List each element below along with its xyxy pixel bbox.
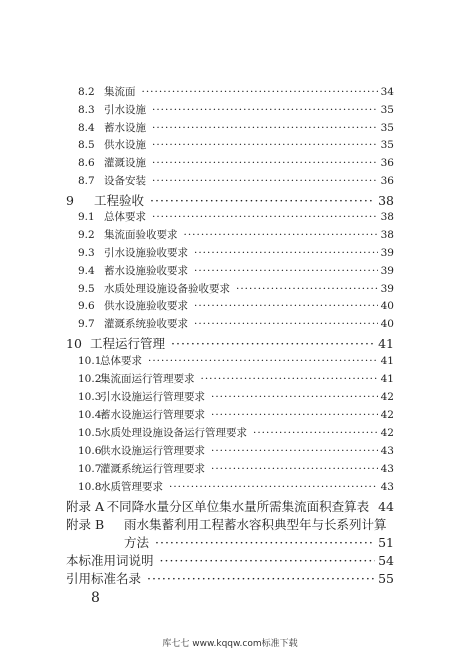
toc-entry-page: 40 <box>380 300 394 312</box>
toc-entry-number: 10.2 <box>78 373 102 385</box>
leader-dots <box>211 463 378 475</box>
toc-entry-number: 10.6 <box>78 445 102 457</box>
leader-dots <box>169 481 378 493</box>
toc-chapter-title: 工程验收 <box>94 193 145 208</box>
toc-entry-number: 8.5 <box>78 139 95 151</box>
toc-entry-title: 引水设施 <box>104 104 146 116</box>
toc-entry-page: 40 <box>380 318 394 330</box>
toc-entry-8-7 <box>78 173 394 188</box>
toc-entry-number: 10.3 <box>78 391 102 403</box>
toc-entry-number: 9.5 <box>78 283 95 295</box>
leader-dots <box>211 445 378 457</box>
toc-entry-title: 水质处理设施设备运行管理要求 <box>100 427 247 439</box>
toc-entry-number: 9.3 <box>78 247 95 259</box>
toc-appendix-title-continued: 方法 <box>124 535 150 550</box>
toc-chapter-number: 9 <box>66 193 74 208</box>
toc-appendix-title: 不同降水量分区单位集水量所需集流面积查算表 <box>106 499 370 514</box>
leader-dots <box>160 553 376 568</box>
toc-appendix-label: 附录 B <box>66 517 105 532</box>
toc-entry-page: 43 <box>380 481 394 493</box>
leader-dots <box>194 247 378 259</box>
toc-entry-10-5 <box>78 425 394 440</box>
toc-entry-page: 39 <box>380 247 394 259</box>
toc-entry-9-1 <box>78 209 394 224</box>
leader-dots <box>253 427 378 439</box>
toc-entry-title: 蓄水设施验收要求 <box>104 265 188 277</box>
leader-dots <box>142 86 378 98</box>
toc-appendix-label: 附录 A <box>66 499 105 514</box>
leader-dots <box>150 193 375 208</box>
toc-entry-title: 集流面运行管理要求 <box>100 373 195 385</box>
toc-entry-page: 38 <box>380 211 394 223</box>
toc-entry-title: 蓄水设施 <box>104 122 146 134</box>
toc-entry-page: 41 <box>378 336 394 351</box>
leader-dots <box>152 139 378 151</box>
toc-entry-10-7 <box>78 461 394 476</box>
toc-entry-number: 9.1 <box>78 211 95 223</box>
toc-referenced-standards <box>66 569 394 587</box>
toc-entry-10-2 <box>78 371 394 386</box>
toc-entry-page: 41 <box>380 373 394 385</box>
toc-entry-title: 引水设施运行管理要求 <box>100 391 205 403</box>
toc-entry-page: 38 <box>380 229 394 241</box>
toc-entry-9-3 <box>78 245 394 260</box>
toc-entry-number: 9.2 <box>78 229 95 241</box>
toc-entry-page: 43 <box>380 445 394 457</box>
toc-entry-page: 42 <box>380 409 394 421</box>
toc-entry-title: 供水设施 <box>104 139 146 151</box>
toc-entry-title: 引水设施验收要求 <box>104 247 188 259</box>
toc-entry-page: 39 <box>380 283 394 295</box>
toc-entry-page: 42 <box>380 391 394 403</box>
leader-dots <box>152 122 378 134</box>
toc-entry-number: 9.7 <box>78 318 95 330</box>
toc-entry-title: 本标准用词说明 <box>66 553 154 568</box>
leader-dots <box>148 355 378 367</box>
toc-entry-title: 水质处理设施设备验收要求 <box>104 283 230 295</box>
toc-entry-page: 55 <box>378 571 394 586</box>
toc-entry-page: 54 <box>378 553 394 568</box>
toc-entry-10-4 <box>78 407 394 422</box>
leader-dots <box>211 391 378 403</box>
leader-dots <box>152 211 378 223</box>
toc-chapter-number: 10 <box>66 336 82 351</box>
toc-entry-page: 35 <box>380 104 394 116</box>
page-number: 8 <box>91 590 100 606</box>
toc-entry-8-4 <box>78 120 394 135</box>
leader-dots <box>194 318 378 330</box>
toc-entry-page: 51 <box>378 535 394 550</box>
toc-entry-title: 蓄水设施运行管理要求 <box>100 409 205 421</box>
toc-entry-page: 36 <box>380 175 394 187</box>
toc-standard-wording <box>66 551 394 569</box>
toc-entry-8-2 <box>78 84 394 99</box>
toc-chapter-title: 工程运行管理 <box>90 336 166 351</box>
watermark-footer: 库七七 www.kqqw.com标准下载 <box>162 639 298 649</box>
toc-entry-8-6 <box>78 155 394 170</box>
toc-entry-page: 39 <box>380 265 394 277</box>
toc-appendix-title: 雨水集蓄利用工程蓄水容积典型年与长系列计算 <box>124 517 387 532</box>
toc-chapter-9 <box>66 191 394 209</box>
leader-dots <box>147 571 375 586</box>
leader-dots <box>201 373 378 385</box>
toc-entry-9-2 <box>78 227 394 242</box>
toc-entry-number: 10.7 <box>78 463 102 475</box>
toc-entry-number: 8.2 <box>78 86 95 98</box>
toc-entry-number: 9.4 <box>78 265 95 277</box>
toc-entry-title: 水质管理要求 <box>100 481 163 493</box>
toc-entry-10-3 <box>78 389 394 404</box>
toc-entry-9-4 <box>78 263 394 278</box>
toc-entry-9-6 <box>78 298 394 313</box>
toc-entry-number: 8.4 <box>78 122 95 134</box>
leader-dots <box>155 535 375 550</box>
toc-entry-title: 灌溉系统验收要求 <box>104 318 188 330</box>
leader-dots <box>152 157 378 169</box>
toc-entry-title: 供水设施验收要求 <box>104 300 188 312</box>
toc-entry-page: 36 <box>380 157 394 169</box>
toc-entry-page: 44 <box>378 499 394 514</box>
leader-dots <box>236 283 378 295</box>
toc-entry-title: 引用标准名录 <box>66 571 142 586</box>
toc-entry-page: 43 <box>380 463 394 475</box>
toc-entry-number: 10.1 <box>78 355 102 367</box>
toc-entry-page: 35 <box>380 139 394 151</box>
toc-entry-page: 41 <box>380 355 394 367</box>
toc-entry-title: 总体要求 <box>104 211 146 223</box>
toc-entry-number: 10.4 <box>78 409 102 421</box>
toc-entry-10-6 <box>78 443 394 458</box>
toc-entry-title: 集流面 <box>104 86 136 98</box>
toc-entry-title: 总体要求 <box>100 355 142 367</box>
leader-dots <box>194 265 378 277</box>
toc-entry-page: 35 <box>380 122 394 134</box>
toc-entry-8-3 <box>78 102 394 117</box>
toc-entry-title: 灌溉系统运行管理要求 <box>100 463 205 475</box>
toc-entry-number: 8.3 <box>78 104 95 116</box>
leader-dots <box>211 409 378 421</box>
toc-entry-number: 8.7 <box>78 175 95 187</box>
leader-dots <box>171 336 375 351</box>
leader-dots <box>152 104 378 116</box>
toc-entry-number: 10.8 <box>78 481 102 493</box>
toc-entry-number: 8.6 <box>78 157 95 169</box>
toc-entry-title: 灌溉设施 <box>104 157 146 169</box>
toc-chapter-10 <box>66 334 394 352</box>
toc-entry-number: 9.6 <box>78 300 95 312</box>
toc-entry-8-5 <box>78 137 394 152</box>
toc-appendix-b-continued <box>124 533 394 551</box>
toc-entry-page: 38 <box>378 193 394 208</box>
toc-entry-page: 42 <box>380 427 394 439</box>
toc-entry-title: 设备安装 <box>104 175 146 187</box>
toc-entry-number: 10.5 <box>78 427 102 439</box>
leader-dots <box>184 229 378 241</box>
leader-dots <box>194 300 378 312</box>
toc-entry-title: 供水设施运行管理要求 <box>100 445 205 457</box>
toc-entry-10-1 <box>78 353 394 368</box>
toc-appendix-a <box>66 497 394 515</box>
leader-dots <box>152 175 378 187</box>
toc-entry-title: 集流面验收要求 <box>104 229 178 241</box>
toc-entry-page: 34 <box>380 86 394 98</box>
toc-appendix-b <box>66 515 394 533</box>
toc-entry-9-5 <box>78 281 394 296</box>
toc-entry-10-8 <box>78 479 394 494</box>
toc-entry-9-7 <box>78 316 394 331</box>
